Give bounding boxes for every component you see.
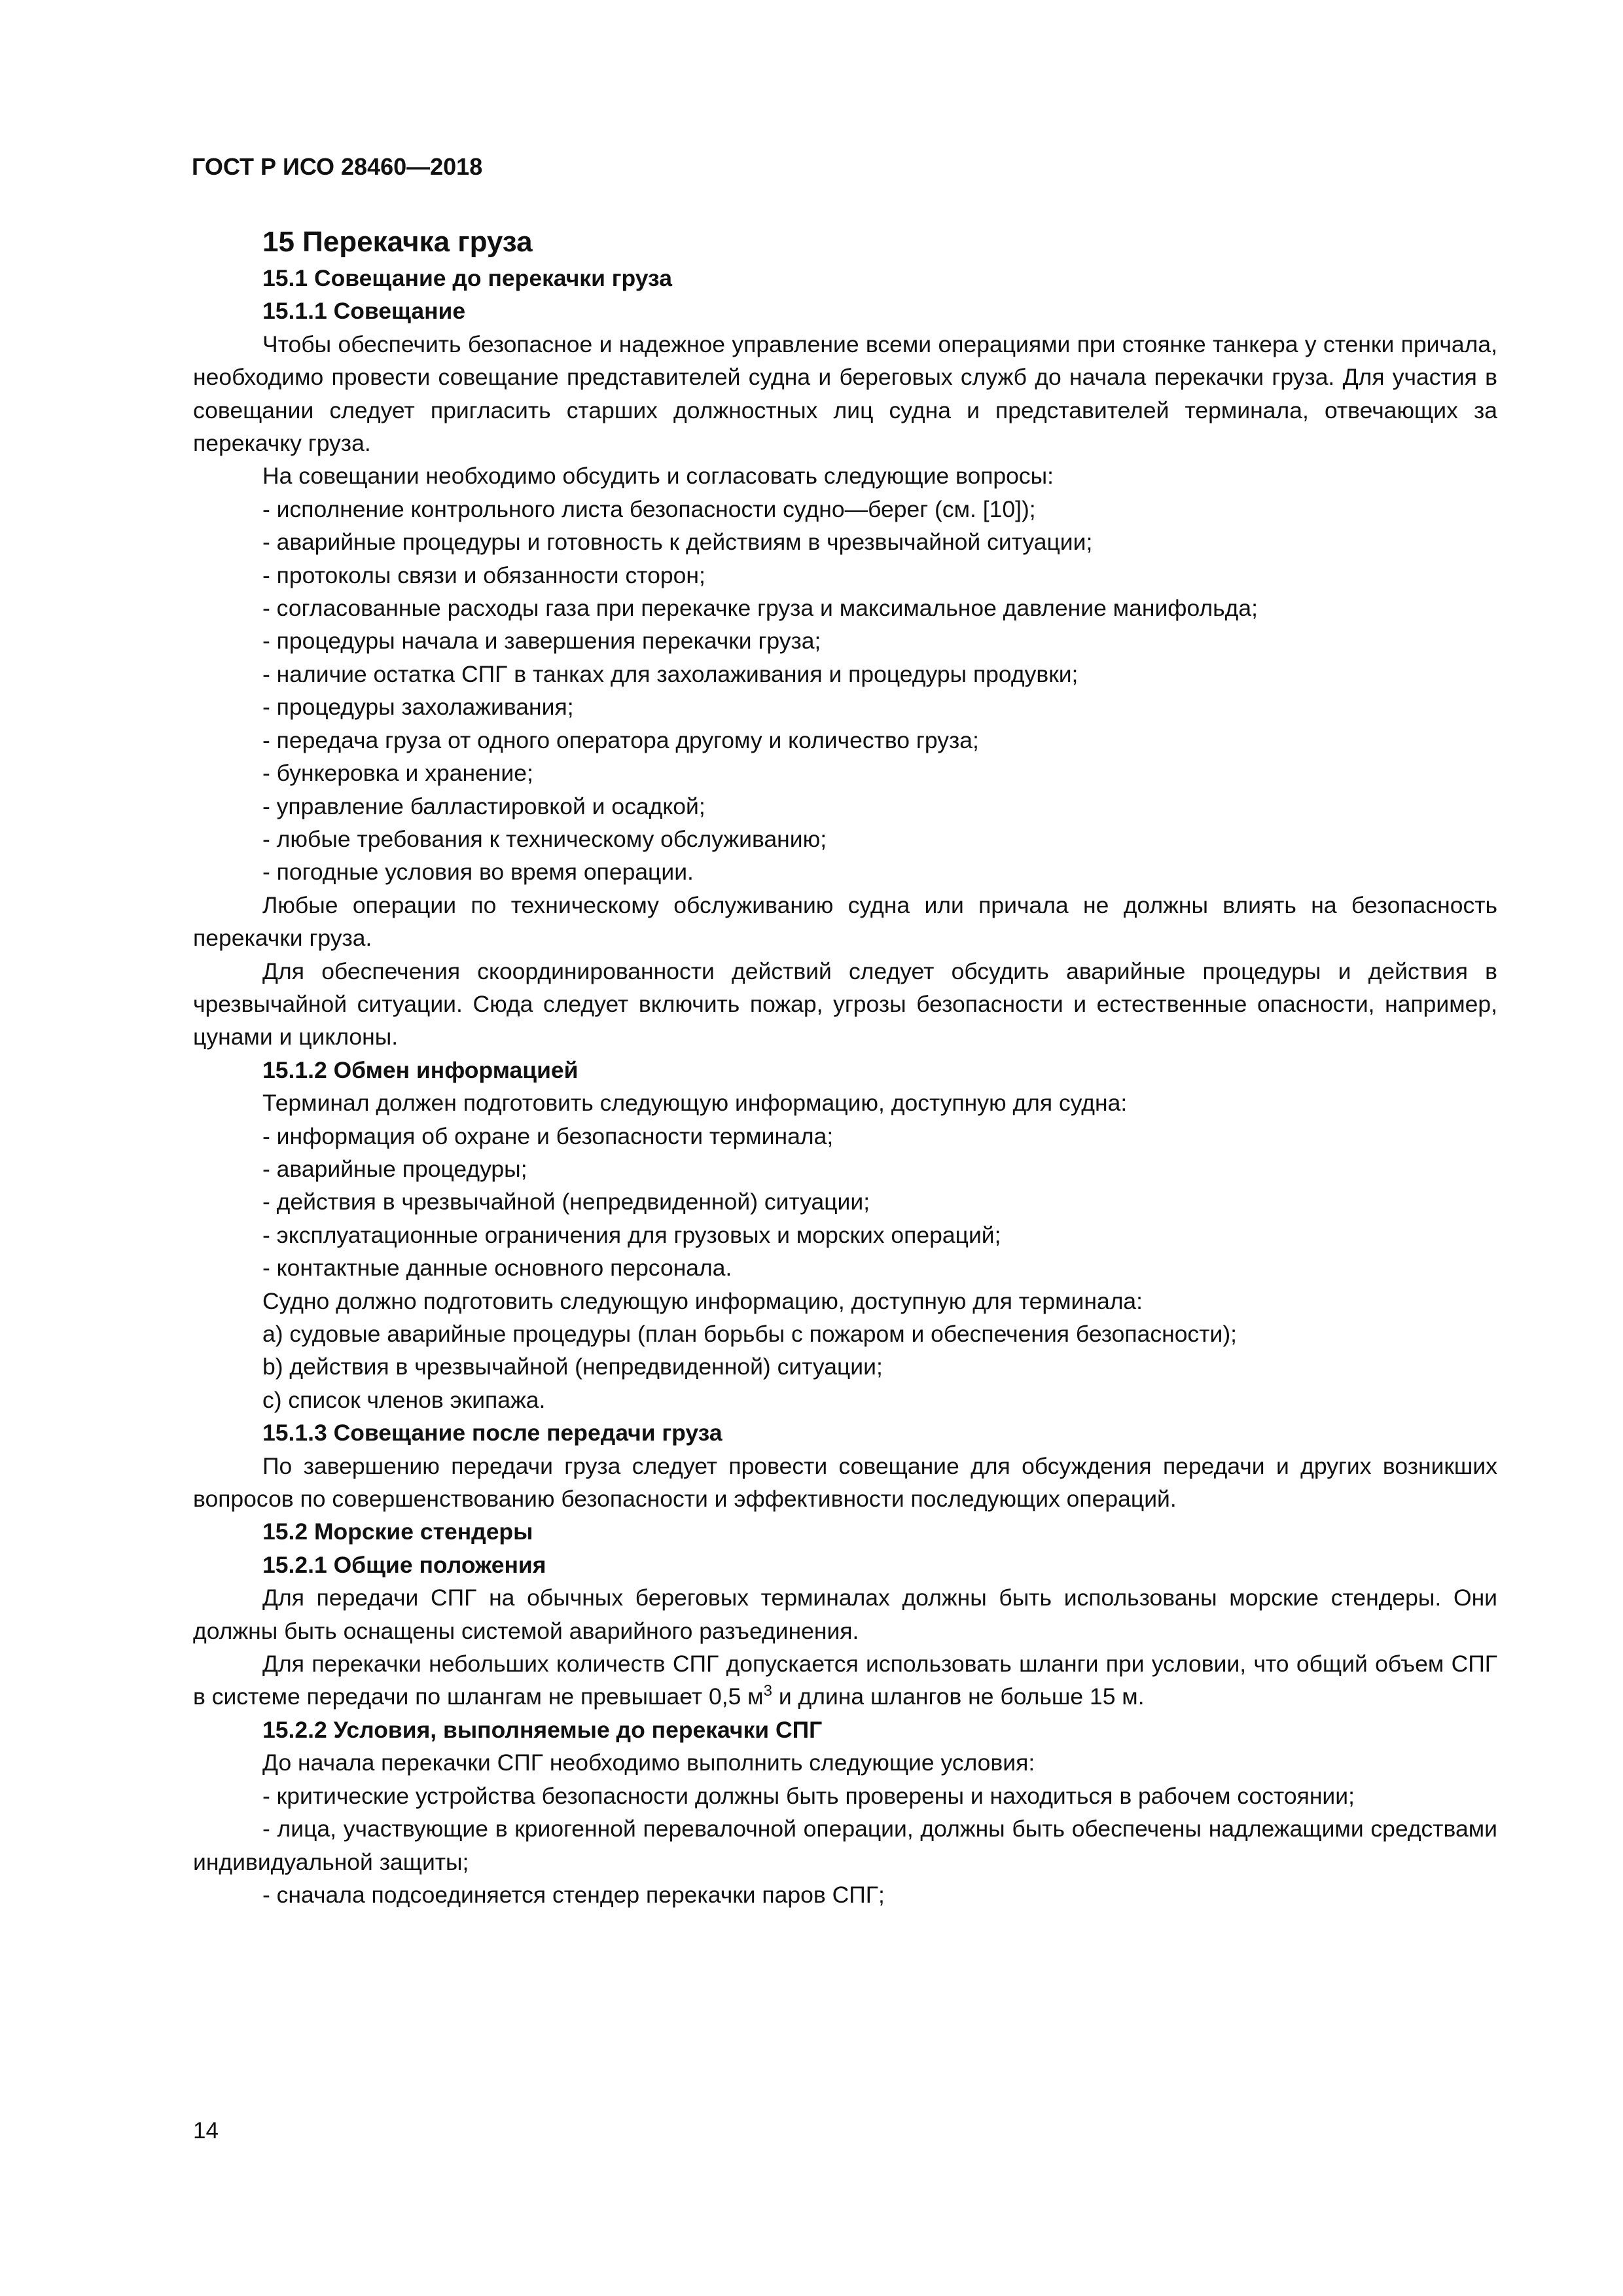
list-item: - лица, участвующие в криогенной перевалочной операции, должны быть обеспечены надлежащими средствами индивидуальной защиты; xyxy=(193,1816,1497,1875)
list-item: - бункеровка и хранение; xyxy=(262,760,533,787)
list-item: - исполнение контрольного листа безопасности судно—берег (см. [10]); xyxy=(262,495,1036,522)
volume-text-start: Для перекачки небольших количеств СПГ допускается использовать шланги при условии, что общий объем СПГ в системе передачи по шлангам не превышает 0,5 м xyxy=(193,1651,1497,1710)
paragraph: Чтобы обеспечить безопасное и надежное управление всеми операциями при стоянке танкера у стенки причала, необходимо провести совещание представителей судна и береговых служб до начала перекачки груза. Для участия в совещании следует пригласить старших должностных лиц судна и представителей терминала, отвечающих за перекачку груза. xyxy=(193,331,1497,457)
section-15-2-2-heading: 15.2.2 Условия, выполняемые до перекачки СПГ xyxy=(262,1716,823,1743)
list-item: - управление балластировкой и осадкой; xyxy=(262,793,705,819)
list-item: - любые требования к техническому обслуживанию; xyxy=(262,825,827,852)
paragraph: Для передачи СПГ на обычных береговых терминалах должны быть использованы морские стендеры. Они должны быть оснащены системой аварийного разъединения. xyxy=(193,1585,1497,1644)
list-item: - согласованные расходы газа при перекачке груза и максимальное давление манифольда; xyxy=(262,595,1258,622)
list-item: - информация об охране и безопасности терминала; xyxy=(262,1122,834,1149)
lettered-item: c) список членов экипажа. xyxy=(262,1386,546,1413)
list-item: - эксплуатационные ограничения для грузовых и морских операций; xyxy=(262,1221,1001,1248)
paragraph: По завершению передачи груза следует провести совещание для обсуждения передачи и других возникших вопросов по совершенствованию безопасности и эффективности последующих операций. xyxy=(193,1452,1497,1513)
section-15-1-3-heading: 15.1.3 Совещание после передачи груза xyxy=(262,1420,722,1446)
list-item: - процедуры начала и завершения перекачки груза; xyxy=(262,628,821,655)
list-item: - аварийные процедуры; xyxy=(262,1155,527,1182)
page-number: 14 xyxy=(193,2118,219,2144)
list-item: - погодные условия во время операции. xyxy=(262,859,694,886)
paragraph: На совещании необходимо обсудить и согласовать следующие вопросы: xyxy=(262,463,1054,490)
section-15-2-1-heading: 15.2.1 Общие положения xyxy=(262,1551,546,1578)
list-item: - критические устройства безопасности должны быть проверены и находиться в рабочем состоянии; xyxy=(262,1782,1355,1809)
list-item: - действия в чрезвычайной (непредвиденной) ситуации; xyxy=(262,1189,870,1215)
paragraph: Судно должно подготовить следующую информацию, доступную для терминала: xyxy=(262,1287,1143,1314)
cubic-superscript: 3 xyxy=(763,1682,772,1700)
section-15-heading: 15 Перекачка груза xyxy=(262,226,533,258)
list-item: - протоколы связи и обязанности сторон; xyxy=(262,562,705,588)
volume-text-end: и длина шлангов не больше 15 м. xyxy=(772,1683,1145,1710)
paragraph-volume xyxy=(193,1647,1497,1713)
section-15-1-2-heading: 15.1.2 Обмен информацией xyxy=(262,1056,579,1083)
lettered-item: b) действия в чрезвычайной (непредвиденной) ситуации; xyxy=(262,1354,883,1380)
section-15-1-1-heading: 15.1.1 Совещание xyxy=(262,298,466,325)
paragraph: Любые операции по техническому обслуживанию судна или причала не должны влиять на безопасность перекачки груза. xyxy=(193,891,1497,952)
list-item: - процедуры захолаживания; xyxy=(262,694,574,721)
section-15-1-heading: 15.1 Совещание до перекачки груза xyxy=(262,265,672,291)
list-item: - сначала подсоединяется стендер перекачки паров СПГ; xyxy=(262,1881,885,1908)
lettered-item: a) судовые аварийные процедуры (план борьбы с пожаром и обеспечения безопасности); xyxy=(262,1321,1238,1347)
paragraph: Для обеспечения скоординированности действий следует обсудить аварийные процедуры и действия в чрезвычайной ситуации. Сюда следует включить пожар, угрозы безопасности и естественные опасности, например, цунами и циклоны. xyxy=(193,958,1497,1050)
paragraph: До начала перекачки СПГ необходимо выполнить следующие условия: xyxy=(262,1749,1035,1776)
document-body xyxy=(193,223,1497,1911)
section-15-2-heading: 15.2 Морские стендеры xyxy=(262,1518,533,1545)
list-item: - наличие остатка СПГ в танках для захолаживания и процедуры продувки; xyxy=(262,660,1079,687)
document-header: ГОСТ Р ИСО 28460—2018 xyxy=(192,153,483,180)
list-item: - контактные данные основного персонала. xyxy=(262,1255,732,1282)
paragraph: Терминал должен подготовить следующую информацию, доступную для судна: xyxy=(262,1090,1128,1117)
list-item: - передача груза от одного оператора другому и количество груза; xyxy=(262,726,979,753)
list-item: - аварийные процедуры и готовность к действиям в чрезвычайной ситуации; xyxy=(262,529,1093,556)
